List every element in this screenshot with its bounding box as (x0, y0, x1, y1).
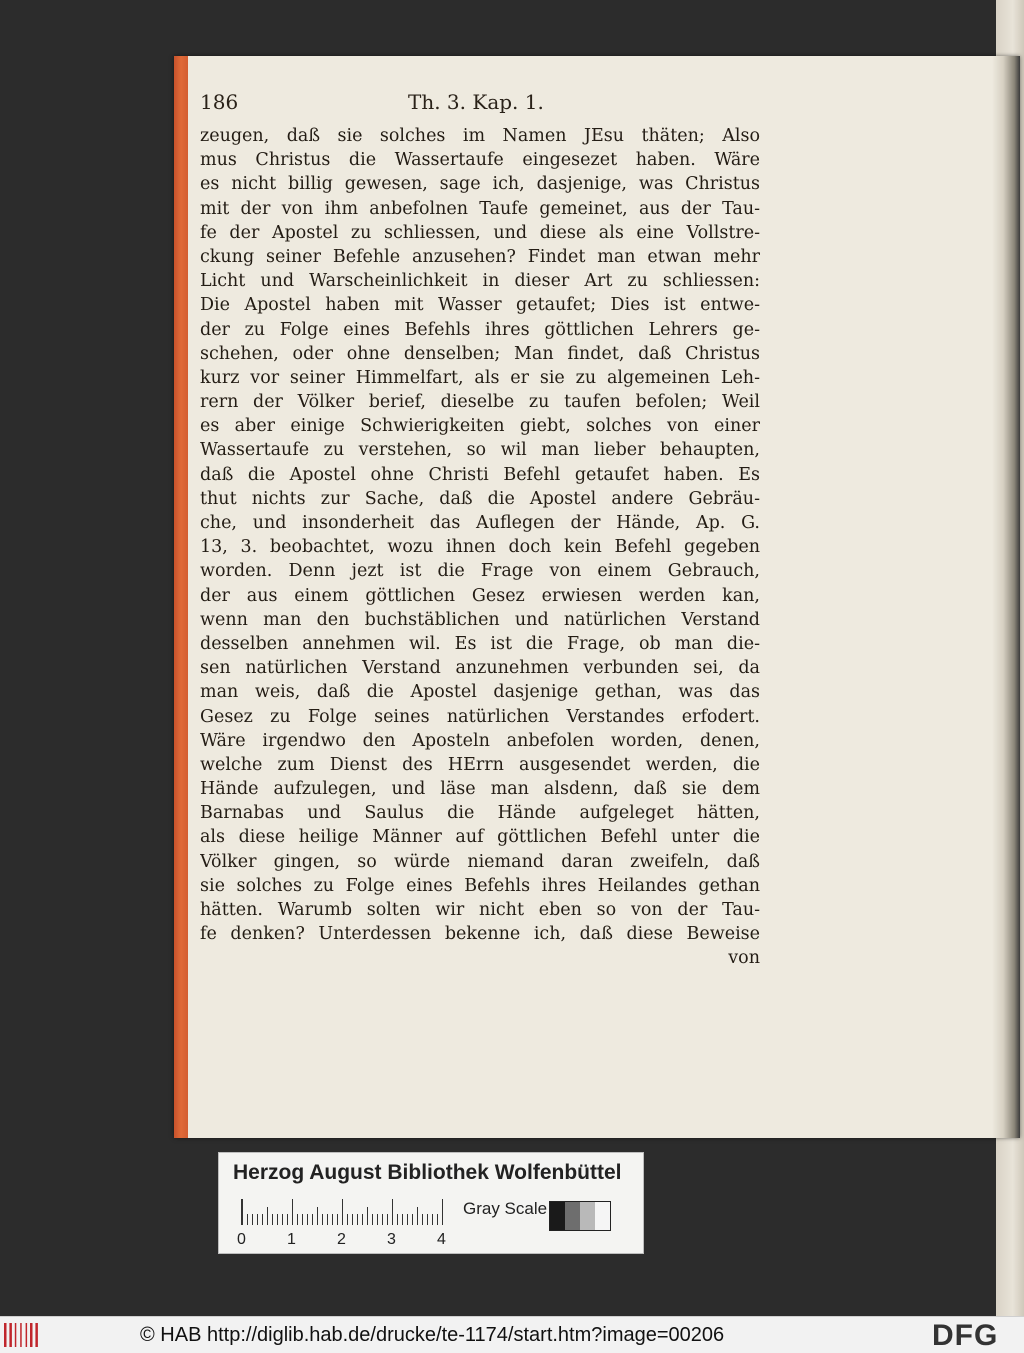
text-line: che, und insonderheit das Auflegen der Hände, Ap. G. (200, 513, 760, 533)
dfg-logo: DFG (932, 1319, 999, 1352)
ruler-tick (347, 1214, 348, 1225)
text-line: fe der Apostel zu schliessen, und diese als eine Vollstre- (200, 222, 760, 243)
chapter-reference: Th. 3. Kap. 1. (408, 90, 544, 114)
ruler-tick (387, 1214, 388, 1225)
ruler-tick (372, 1214, 373, 1225)
text-line: Wäre irgendwo den Aposteln anbefolen worden, denen, (200, 730, 760, 751)
ruler-tick (272, 1214, 273, 1225)
ruler-tick (402, 1214, 403, 1225)
ruler-tick (252, 1214, 253, 1225)
ruler-tick (422, 1214, 423, 1225)
text-line: welche zum Dienst des HErrn ausgesendet werden, die (200, 754, 760, 775)
text-line: rern der Völker berief, dieselbe zu taufen befolen; Weil (200, 392, 760, 413)
text-line: Die Apostel haben mit Wasser getaufet; Dies ist entwe- (200, 295, 760, 316)
text-line: thut nichts zur Sache, daß die Apostel andere Gebräu- (200, 488, 760, 509)
page-edge-red (174, 56, 188, 1138)
catchword: von (728, 948, 760, 969)
ruler-tick (287, 1214, 288, 1225)
text-line: mus Christus die Wassertaufe eingesezet haben. Wäre (200, 150, 760, 171)
ruler-number: 1 (287, 1231, 296, 1248)
text-line: man weis, daß die Apostel dasjenige gethan, was das (200, 682, 760, 703)
footer-bar (0, 1316, 1024, 1353)
ruler-tick (292, 1199, 293, 1225)
ruler-tick (352, 1214, 353, 1225)
text-line: es nicht billig gewesen, sage ich, dasjenige, was Christus (200, 174, 760, 195)
ruler-tick (407, 1214, 408, 1225)
text-line: Barnabas und Saulus die Hände aufgeleget hätten, (200, 803, 760, 824)
text-line: sen natürlichen Verstand anzunehmen verbunden sei, da (200, 658, 760, 679)
ruler-tick (327, 1214, 328, 1225)
text-line: der aus einem göttlichen Gesez erwiesen werden kan, (200, 585, 760, 606)
gray-scale-chart (549, 1201, 611, 1231)
text-line: Gesez zu Folge seines natürlichen Verstandes erfodert. (200, 706, 760, 727)
ruler-tick (332, 1214, 333, 1225)
gray-swatch (565, 1202, 580, 1230)
text-line: ckung seiner Befehle anzusehen? Findet man etwan mehr (200, 246, 760, 267)
gray-swatch (550, 1202, 565, 1230)
ruler-tick (412, 1214, 413, 1225)
library-label (218, 1152, 644, 1254)
page-number: 186 (200, 90, 239, 114)
text-line: Wassertaufe zu verstehen, so wil man lieber behaupten, (200, 440, 760, 461)
barcode-icon (4, 1323, 38, 1347)
gray-swatch (580, 1202, 595, 1230)
ruler-tick (277, 1214, 278, 1225)
gray-scale-label: Gray Scale (463, 1199, 548, 1218)
ruler-tick (262, 1214, 263, 1225)
text-line: wenn man den buchstäblichen und natürlichen Verstand (200, 609, 760, 630)
text-line: hätten. Warumb solten wir nicht eben so von der Tau- (200, 900, 760, 920)
text-line: Völker gingen, so würde niemand daran zweifeln, daß (200, 851, 760, 872)
ruler-tick (382, 1214, 383, 1225)
ruler-tick (307, 1214, 308, 1225)
text-line: als diese heilige Männer auf göttlichen Befehl unter die (200, 827, 760, 848)
ruler-number: 2 (337, 1231, 346, 1248)
text-line: Licht und Warscheinlichkeit in dieser Art zu schliessen: (200, 271, 760, 292)
text-line: fe denken? Unterdessen bekenne ich, daß diese Beweise (200, 924, 760, 945)
ruler-tick (392, 1199, 393, 1225)
text-line: mit der von ihm anbefolnen Taufe gemeinet, aus der Tau- (200, 198, 760, 219)
ruler-tick (377, 1214, 378, 1225)
ruler-tick (322, 1214, 323, 1225)
text-line: daß die Apostel ohne Christi Befehl getaufet haben. Es (200, 464, 760, 485)
ruler-tick (367, 1207, 368, 1225)
ruler-tick (337, 1214, 338, 1225)
ruler-tick (442, 1199, 443, 1225)
ruler-tick (257, 1214, 258, 1225)
text-line: sie solches zu Folge eines Befehls ihres Heilandes gethan (200, 875, 760, 896)
ruler-number: 3 (387, 1231, 396, 1248)
ruler-tick (417, 1207, 418, 1225)
text-line: der zu Folge eines Befehls ihres göttlichen Lehrers ge- (200, 319, 760, 340)
measurement-ruler (241, 1199, 448, 1225)
library-name: Herzog August Bibliothek Wolfenbüttel (233, 1161, 622, 1184)
ruler-tick (302, 1214, 303, 1225)
running-header (200, 90, 760, 124)
ruler-tick (427, 1214, 428, 1225)
text-line: Hände aufzulegen, und läse man alsdenn, daß sie dem (200, 779, 760, 800)
ruler-tick (357, 1214, 358, 1225)
ruler-tick (282, 1214, 283, 1225)
page-gutter-shadow (992, 56, 1020, 1138)
ruler-tick (267, 1207, 268, 1225)
ruler-number: 4 (437, 1231, 446, 1248)
ruler-tick (432, 1214, 433, 1225)
ruler-tick (397, 1214, 398, 1225)
ruler-tick (342, 1199, 343, 1225)
ruler-tick (362, 1214, 363, 1225)
text-line: es aber einige Schwierigkeiten giebt, solches von einer (200, 416, 760, 437)
gray-swatch (595, 1202, 610, 1230)
text-line: desselben annehmen wil. Es ist die Frage, ob man die- (200, 633, 760, 654)
ruler-tick (312, 1214, 313, 1225)
text-line: zeugen, daß sie solches im Namen JEsu thäten; Also (200, 126, 760, 146)
text-line: worden. Denn jezt ist die Frage von einem Gebrauch, (200, 561, 760, 582)
ruler-tick (247, 1214, 248, 1225)
ruler-tick (317, 1207, 318, 1225)
ruler-tick (242, 1199, 243, 1225)
text-line: schehen, oder ohne denselben; Man findet, daß Christus (200, 343, 760, 364)
text-line: kurz vor seiner Himmelfart, als er sie zu algemeinen Leh- (200, 367, 760, 388)
body-text (200, 124, 760, 1024)
ruler-tick (297, 1214, 298, 1225)
ruler-tick (437, 1214, 438, 1225)
copyright-url[interactable]: © HAB http://diglib.hab.de/drucke/te-1174/start.htm?image=00206 (140, 1324, 725, 1346)
text-line: 13, 3. beobachtet, wozu ihnen doch kein Befehl gegeben (200, 537, 760, 558)
ruler-number: 0 (237, 1231, 246, 1248)
